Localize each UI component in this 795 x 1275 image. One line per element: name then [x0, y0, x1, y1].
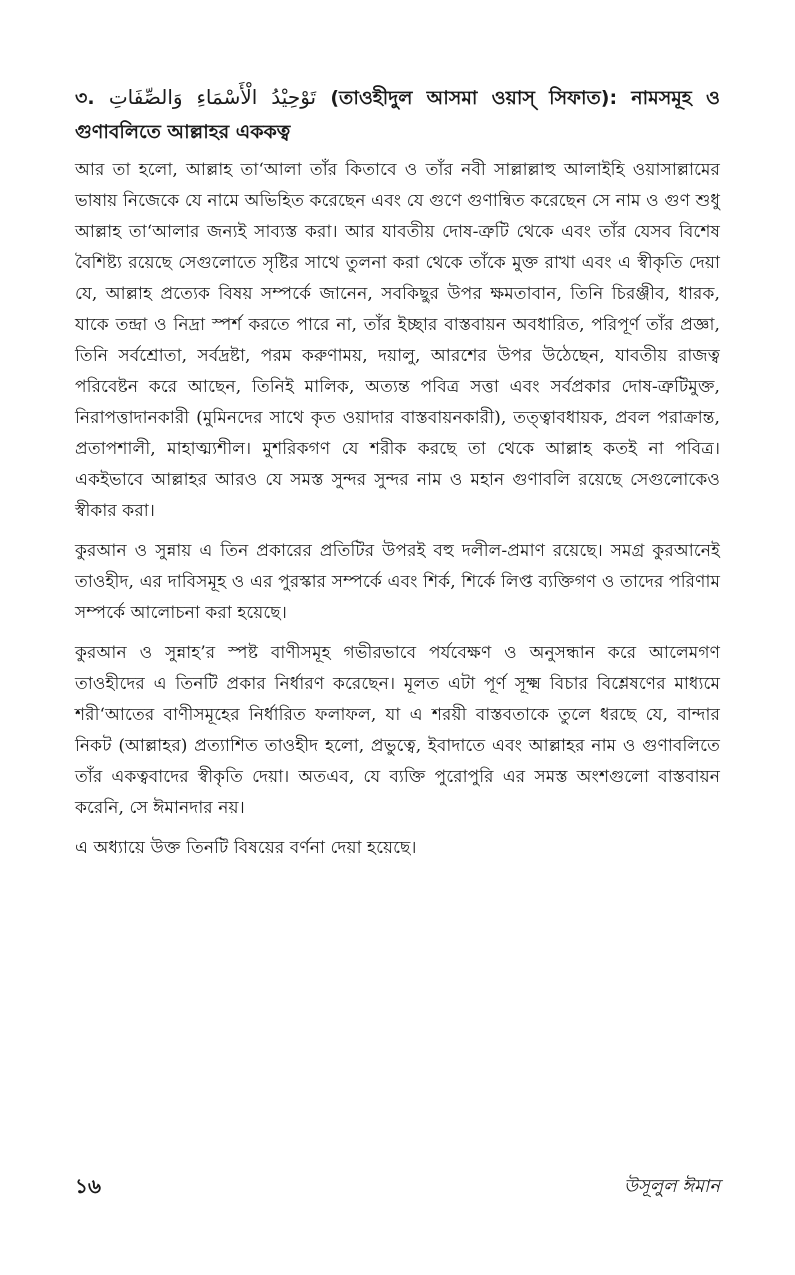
section-heading — [75, 80, 720, 149]
section-number: ৩. — [75, 87, 95, 109]
page-number: ১৬ — [75, 1174, 101, 1198]
page-content — [75, 80, 720, 873]
paragraph-1: আর তা হলো, আল্লাহ তা‘আলা তাঁর কিতাবে ও তাঁর নবী সাল্লাল্লাহু আলাইহি ওয়াসাল্লামের ভাষায় নিজেকে যে নামে অভিহিত করেছেন এবং যে গুণে গুণান্বিত করেছেন সে নাম ও গুণ শুধু আল্লাহ তা‘আলার জন্যই সাব্যস্ত করা। আর যাবতীয় দোষ-ত্রুটি থেকে এবং তাঁর যেসব বিশেষ বৈশিষ্ট্য রয়েছে সেগুলোতে সৃষ্টির সাথে তুলনা করা থেকে তাঁকে মুক্ত রাখা এবং এ স্বীকৃতি দেয়া যে, আল্লাহ প্রত্যেক বিষয় সম্পর্কে জানেন, সবকিছুর উপর ক্ষমতাবান, তিনি চিরঞ্জীব, ধারক, যাকে তন্দ্রা ও নিদ্রা স্পর্শ করতে পারে না, তাঁর ইচ্ছার বাস্তবায়ন অবধারিত, পরিপূর্ণ তাঁর প্রজ্ঞা, তিনি সর্বশ্রোতা, সর্বদ্রষ্টা, পরম করুণাময়, দয়ালু, আরশের উপর উঠেছেন, যাবতীয় রাজত্ব পরিবেষ্টন করে আছেন, তিনিই মালিক, অত্যন্ত পবিত্র সত্তা এবং সর্বপ্রকার দোষ-ত্রুটিমুক্ত, নিরাপত্তাদানকারী (মুমিনদের সাথে কৃত ওয়াদার বাস্তবায়নকারী), তত্ত্বাবধায়ক, প্রবল পরাক্রান্ত, প্রতাপশালী, মাহাত্ম্যশীল। মুশরিকগণ যে শরীক করছে তা থেকে আল্লাহ কতই না পবিত্র। একইভাবে আল্লাহর আরও যে সমস্ত সুন্দর সুন্দর নাম ও মহান গুণাবলি রয়েছে সেগুলোকেও স্বীকার করা। — [75, 160, 721, 521]
paragraph-4: এ অধ্যায়ে উক্ত তিনটি বিষয়ের বর্ণনা দেয়া হয়েছে। — [75, 838, 417, 858]
page-footer — [75, 1172, 720, 1206]
section-title: (তাওহীদুল আসমা ওয়াস্ সিফাত): নামসমূহ ও গুণাবলিতে আল্লাহর এককত্ব — [75, 87, 721, 143]
arabic-term: تَوْحِيْدُ الْأَسْمَاءِ وَالصِّفَاتِ — [108, 85, 317, 109]
running-title: উসূলুল ঈমান — [623, 1176, 720, 1197]
paragraph-2: কুরআন ও সুন্নায় এ তিন প্রকারের প্রতিটির উপরই বহু দলীল-প্রমাণ রয়েছে। সমগ্র কুরআনেই তাওহীদ, এর দাবিসমূহ ও এর পুরস্কার সম্পর্কে এবং শির্ক, শির্কে লিপ্ত ব্যক্তিগণ ও তাদের পরিণাম সম্পর্কে আলোচনা করা হয়েছে। — [75, 541, 720, 623]
paragraph-3: কুরআন ও সুন্নাহ’র স্পষ্ট বাণীসমূহ গভীরভাবে পর্যবেক্ষণ ও অনুসন্ধান করে আলেমগণ তাওহীদের এ তিনটি প্রকার নির্ধারণ করেছেন। মূলত এটা পূর্ণ সূক্ষ্ম বিচার বিশ্লেষণের মাধ্যমে শরী‘আতের বাণীসমূহের নির্ধারিত ফলাফল, যা এ শরয়ী বাস্তবতাকে তুলে ধরছে যে, বান্দার নিকট (আল্লাহর) প্রত্যাশিত তাওহীদ হলো, প্রভুত্বে, ইবাদাতে এবং আল্লাহর নাম ও গুণাবলিতে তাঁর একত্ববাদের স্বীকৃতি দেয়া। অতএব, যে ব্যক্তি পুরোপুরি এর সমস্ত অংশগুলো বাস্তবায়ন করেনি, সে ঈমানদার নয়। — [75, 643, 720, 818]
